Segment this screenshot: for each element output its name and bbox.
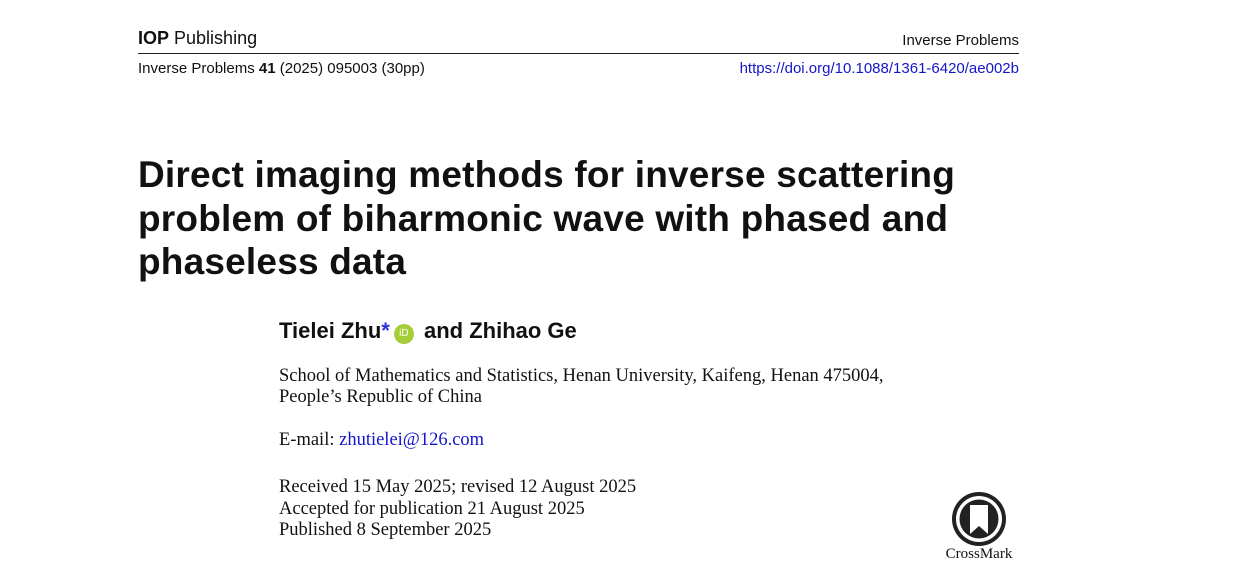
author-name-2: Zhihao Ge [469,318,577,343]
journal-name: Inverse Problems [902,32,1019,49]
header-rule [138,53,1019,54]
citation-journal: Inverse Problems [138,60,255,77]
citation-line [138,60,425,77]
citation-details: (2025) 095003 (30pp) [279,60,425,77]
publisher-logo [138,28,257,49]
author-connector: and [423,318,464,343]
crossmark-icon [943,488,1015,548]
orcid-icon[interactable]: iD [394,324,414,344]
email-label: E-mail: [279,430,335,450]
crossmark-label: CrossMark [945,546,1013,562]
doi-link[interactable]: https://doi.org/10.1088/1361-6420/ae002b [739,60,1019,77]
corresponding-author-mark[interactable]: * [381,318,390,343]
author-line [279,318,577,344]
publisher-logo-bold: IOP [138,28,170,48]
email-line [279,430,484,451]
article-dates [279,477,636,542]
citation-volume: 41 [258,60,276,77]
accepted-date: Accepted for publication 21 August 2025 [279,498,585,519]
affiliation-line-2: People’s Republic of China [279,387,482,407]
email-link[interactable]: zhutielei@126.com [339,430,485,450]
affiliation [279,366,884,408]
publisher-logo-text: Publishing [174,28,258,48]
author-name-1: Tielei Zhu [279,318,382,343]
published-date: Published 8 September 2025 [279,520,492,540]
paper-title: Direct imaging methods for inverse scattering problem of biharmonic wave with phased and phaseless data [138,154,956,282]
affiliation-line-1: School of Mathematics and Statistics, Henan University, Kaifeng, Henan 475004, [279,366,884,386]
received-date: Received 15 May 2025; revised 12 August 2025 [279,477,637,497]
crossmark-badge[interactable] [936,488,1022,563]
